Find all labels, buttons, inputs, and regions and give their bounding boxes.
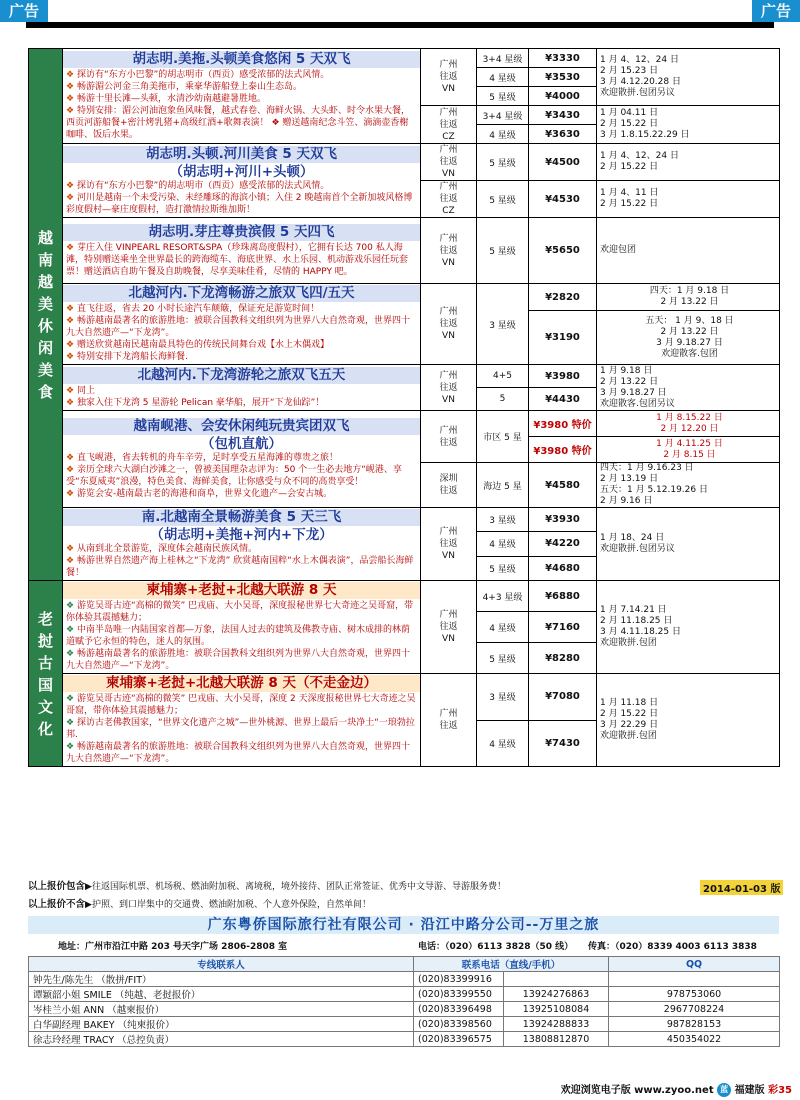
route-bullet: ❖ 畅游越南最著名的旅游胜地：被联合国教科文组织列为世界八大自然奇观，世界四十九大自然遗产—“下龙湾”。 <box>66 315 417 339</box>
route-row <box>29 411 780 437</box>
departure-line: CZ <box>442 206 455 216</box>
hotel-star: 3 星级 <box>477 508 529 532</box>
date-line: 2 月 12.20 日 <box>660 423 719 434</box>
route-bullet: ❖ 独家入住下龙湾 5 星游轮 Pelican 豪华船，展开“下龙仙踪”！ <box>66 397 417 409</box>
price: ¥7160 <box>529 612 597 643</box>
price: ¥4430 <box>529 388 597 411</box>
route-title: 胡志明.美拖.头顿美食悠闲 5 天双飞 <box>63 51 420 68</box>
price: ¥3430 <box>529 106 597 125</box>
route-title: 胡志明.芽庄尊贵滨假 5 天四飞 <box>63 224 420 241</box>
route-desc <box>63 284 421 365</box>
footer <box>561 1081 792 1097</box>
date-line: 1 月 9.18 日 <box>600 365 653 376</box>
date-line: 2 月 15.22 日 <box>600 709 659 719</box>
date-line: 欢迎散拼.包团另议 <box>600 544 675 554</box>
hotel-star: 4+5 <box>477 365 529 388</box>
price-notes: 以上报价包含▶往返国际机票、机场税、燃油附加税、离境税，境外接待、团队正常签证、优秀中文导游、导游服务费！ 以上报价不含▶护照、到口岸集中的交通费、燃油附加税、个人意外保险，自然单间！ <box>28 881 506 910</box>
route-bullet: ❖ 直飞往返，省去 20 小时长途汽车颠簸，保证充足游览时间！ <box>66 303 417 315</box>
contact-cell: 13924276863 <box>504 987 609 1002</box>
contact-row <box>29 972 780 987</box>
route-bullet: ❖ 芽庄入住 VINPEARL RESORT&SPA（珍珠离岛度假村），它拥有长达 700 私人海滩，特别赠送乘坐全世界最长的跨海缆车、海底世界、水上乐园、机动游戏乐园任玩套票！赠送酒店自助午餐及自助晚餐，尽享美味佳肴，尽情的 HAPPY 吧。 <box>66 242 417 278</box>
date-line: 1 月 04.11 日 <box>600 108 659 118</box>
departure-dates <box>597 218 780 284</box>
departure <box>421 144 477 181</box>
date-line: 2 月 13.19 日 <box>600 474 659 484</box>
route-desc <box>63 365 421 411</box>
departure-line: 深圳 <box>439 474 458 484</box>
date-line: 2 月 13.22 日 <box>660 326 719 337</box>
departure-line: VN <box>442 257 455 268</box>
hotel-star: 5 星级 <box>477 556 529 580</box>
contact-cell: (020)83396498 <box>414 1002 504 1017</box>
date-line: 1 月 4.11.25 日 <box>656 438 723 449</box>
date-line: 3 月 9.18.27 日 <box>600 387 667 398</box>
departure-dates <box>597 437 780 463</box>
date-line: 2 月 9.16 日 <box>600 496 653 506</box>
price: ¥4000 <box>529 87 597 106</box>
date-line: 2 月 11.18.25 日 <box>600 616 673 626</box>
departure-line: 广州 <box>439 60 458 70</box>
contact-cell <box>609 972 780 987</box>
departure-dates <box>597 311 780 365</box>
departure-line: VN <box>442 551 455 561</box>
hotel-star: 4 星级 <box>477 125 529 144</box>
date-line: 3 月 22.29 日 <box>600 720 659 730</box>
departure-line: 广州 <box>439 233 458 244</box>
departure-line: 往返 <box>439 382 458 393</box>
departure-dates <box>597 181 780 218</box>
date-line: 五天：1 月 5.12.19.26 日 <box>600 485 708 495</box>
departure <box>421 218 477 284</box>
date-line: 欢迎散客.包团 <box>661 348 718 359</box>
route-desc <box>63 674 421 767</box>
departure <box>421 463 477 508</box>
section-label <box>29 49 63 581</box>
address: 地址：广州市沿江中路 203 号天字广场 2806-2808 室 <box>58 942 288 952</box>
departure-line: 广州 <box>439 307 458 317</box>
departure-dates <box>597 365 780 411</box>
section-char: 南 <box>37 250 53 269</box>
date-line: 1 月 11.18 日 <box>600 698 659 708</box>
hotel-star: 海边 5 星 <box>477 463 529 508</box>
date-line: 1 月 4、12、24 日 <box>600 151 679 161</box>
hotel-star: 5 星级 <box>477 181 529 218</box>
route-row <box>29 218 780 284</box>
hotel-star: 4 星级 <box>477 532 529 556</box>
route-desc <box>63 508 421 581</box>
date-line: 2 月 15.22 日 <box>600 162 659 172</box>
route-table <box>28 48 780 767</box>
departure-line: VN <box>442 634 455 644</box>
price: ¥3190 <box>529 311 597 365</box>
route-row <box>29 581 780 612</box>
route-bullet: ❖ 赠送欣赏越南民越南最具特色的传统民间舞台戏【水上木偶戏】 <box>66 339 417 351</box>
price: ¥4680 <box>529 556 597 580</box>
hotel-star: 5 星级 <box>477 144 529 181</box>
contact-cell: 978753060 <box>609 987 780 1002</box>
hotel-star: 3 星级 <box>477 284 529 365</box>
fax: 传真：（020）8339 4003 6113 3838 <box>588 942 757 952</box>
route-row <box>29 144 780 181</box>
section-char: 美 <box>37 294 53 313</box>
route-title: 柬埔寨+老挝+北越大联游 8 天（不走金边） <box>63 675 420 692</box>
contact-header-phone: 联系电话（直线/手机） <box>414 957 609 972</box>
ad-label-right: 广告 <box>752 0 800 22</box>
price: ¥3980 特价 <box>529 411 597 437</box>
contact-cell: (020)83399550 <box>414 987 504 1002</box>
departure-line: 广州 <box>439 107 458 118</box>
contact-row <box>29 1017 780 1032</box>
route-bullet: ❖ 中南半岛唯一内陆国家首都—万象，法国人过去的建筑及佛教寺庙、树木成排的林荫道赋予它永恒的特色，迷人的氛围。 <box>66 624 417 648</box>
section-char: 挝 <box>37 631 53 650</box>
price: ¥8280 <box>529 643 597 674</box>
departure-line: 广州 <box>439 709 458 719</box>
hotel-star: 3+4 星级 <box>477 106 529 125</box>
route-desc <box>63 218 421 284</box>
route-row <box>29 284 780 311</box>
departure-dates <box>597 106 780 144</box>
section-char: 越 <box>37 272 53 291</box>
route-bullet: ❖ 直飞岘港，省去转机的舟车辛劳，足时享受五星海滩的尊贵之旅！ <box>66 452 417 464</box>
route-bullet: ❖ 探访有“东方小巴黎”的胡志明市（西贡）感受浓郁的法式风情。 <box>66 180 417 192</box>
departure-line: VN <box>442 169 455 179</box>
include-text: 往返国际机票、机场税、燃油附加税、离境税，境外接待、团队正常签证、优秀中文导游、导游服务费！ <box>91 882 506 892</box>
departure-line: VN <box>442 331 455 341</box>
contact-cell <box>504 972 609 987</box>
departure-dates <box>597 581 780 674</box>
route-desc <box>63 49 421 144</box>
contact-cell: 2967708224 <box>609 1002 780 1017</box>
contact-row <box>29 1032 780 1047</box>
departure-line: 往返 <box>439 721 458 731</box>
price: ¥7080 <box>529 674 597 721</box>
departure <box>421 674 477 767</box>
section-char: 美 <box>37 360 53 379</box>
route-bullet: ❖ 探访有“东方小巴黎”的胡志明市（西贡）感受浓郁的法式风情。 <box>66 69 417 81</box>
route-title: 南.北越南全景畅游美食 5 天三飞 <box>63 509 420 526</box>
section-char: 国 <box>37 675 53 694</box>
departure-line: 往返 <box>439 194 458 204</box>
price: ¥5650 <box>529 218 597 284</box>
hotel-star: 4+3 星级 <box>477 581 529 612</box>
route-title: 越南岘港、会安休闲纯玩贵宾团双飞 <box>63 418 420 435</box>
price: ¥4530 <box>529 181 597 218</box>
date-line: 3 月 1.8.15.22.29 日 <box>600 130 690 140</box>
exclude-text: 护照、到口岸集中的交通费、燃油附加税、个人意外保险，自然单间！ <box>91 900 371 910</box>
hotel-star: 5 星级 <box>477 643 529 674</box>
brand-icon: 蓝 <box>717 1083 731 1097</box>
departure-dates <box>597 49 780 106</box>
include-label: 以上报价包含 <box>28 881 86 892</box>
route-bullet: ❖ 畅游越南最著名的旅游胜地：被联合国教科文组织列为世界八大自然奇观，世界四十九大自然遗产—“下龙湾”。 <box>66 648 417 672</box>
date-line: 1 月 7.14.21 日 <box>600 605 667 615</box>
route-title: 胡志明.头顿.河川美食 5 天双飞 <box>63 146 420 163</box>
contact-cell: 谭颖韶小姐 SMILE （纯越、老挝报价） <box>29 987 414 1002</box>
route-title: 柬埔寨+老挝+北越大联游 8 天 <box>63 582 420 599</box>
route-bullet: ❖ 畅游湄公河金三角美拖市，乘豪华游船登上泰山生态岛。 <box>66 81 417 93</box>
section-char: 老 <box>37 609 53 628</box>
price: ¥3980 <box>529 365 597 388</box>
price: ¥3930 <box>529 508 597 532</box>
departure-line: 往返 <box>439 437 458 448</box>
date-line: 2 月 15.23 日 <box>600 66 659 76</box>
departure-dates <box>597 674 780 767</box>
contact-table <box>28 956 780 1047</box>
departure-dates <box>597 463 780 508</box>
contact-cell: 13924288833 <box>504 1017 609 1032</box>
route-bullet: ❖ 探访古老佛教国家，“世界文化遗产之城”—世外桃源、世界上最后一块净土“一琅勃拉邦. <box>66 717 417 741</box>
date-line: 3 月 9.18.27 日 <box>656 337 723 348</box>
route-subtitle: （胡志明+美拖+河内+下龙） <box>150 527 333 543</box>
contact-cell: 徐志玲经理 TRACY （总控负责） <box>29 1032 414 1047</box>
phone: 电话：（020）6113 3828（50 线） <box>418 942 574 952</box>
date-line: 欢迎散拼.包团另议 <box>600 88 675 98</box>
footer-text[interactable]: 欢迎浏览电子版 www.zyoo.net <box>560 1085 714 1096</box>
price: ¥3530 <box>529 68 597 87</box>
date-line: 3 月 4.12.20.28 日 <box>600 77 681 87</box>
departure-line: 往返 <box>439 539 458 549</box>
hotel-star: 市区 5 星 <box>477 411 529 463</box>
route-bullet: ❖ 游览会安-越南最古老的海港和商阜，世界文化遗产—会安古城。 <box>66 488 417 500</box>
hotel-star: 4 星级 <box>477 612 529 643</box>
date-line: 2 月 15.22 日 <box>600 119 659 129</box>
departure <box>421 581 477 674</box>
departure-line: 往返 <box>439 319 458 329</box>
hotel-star: 4 星级 <box>477 68 529 87</box>
route-bullet: ❖ 游览吴哥古迹“高棉的微笑” 巴戎庙、大小吴哥，深度报秘世界七大奇迹之吴哥窟，带你体验其震撼魅力； <box>66 600 417 624</box>
departure-dates <box>597 144 780 181</box>
date-line: 五天： 1 月 9、18 日 <box>645 315 734 326</box>
contact-cell: 白华副经理 BAKEY （纯柬报价） <box>29 1017 414 1032</box>
route-row <box>29 365 780 388</box>
contact-cell: 987828153 <box>609 1017 780 1032</box>
price: ¥3630 <box>529 125 597 144</box>
contact-cell: 岑桂兰小姐 ANN （越柬报价） <box>29 1002 414 1017</box>
contact-cell: 13925108084 <box>504 1002 609 1017</box>
hotel-star: 5 <box>477 388 529 411</box>
route-bullet: ❖ 游览吴哥古迹“高棉的微笑” 巴戎庙、大小吴哥，深度 2 天深度报秘世界七大奇迹之吴哥窟，带你体验其震撼魅力； <box>66 693 417 717</box>
departure-line: 广州 <box>439 145 458 155</box>
departure <box>421 411 477 463</box>
route-bullet: ❖ 特别安排：湄公河油泡象鱼风味餐，越式春卷、海鲜火锅、大头虾、时令水果大餐，西贡河游船餐+密汁烤乳猪+高级红酒+歌舞表演！ ❖ 赠送越南纪念斗笠、滴滴壶香榭咖啡、饭后水果。 <box>66 105 417 141</box>
departure <box>421 181 477 218</box>
section-char: 休 <box>37 316 53 335</box>
edition: 福建版 <box>734 1085 765 1096</box>
section-char: 食 <box>37 382 53 401</box>
section-char: 化 <box>37 719 53 738</box>
contact-header-qq: QQ <box>609 957 780 972</box>
date-line: 1 月 4、11 日 <box>600 188 659 198</box>
contact-row <box>29 1002 780 1017</box>
hotel-star: 3 星级 <box>477 674 529 721</box>
date-line: 1 月 4、12、24 日 <box>600 55 679 65</box>
price: ¥3330 <box>529 49 597 68</box>
route-bullet: ❖ 河川是越南一个未受污染、未经雕琢的海滨小镇；入住 2 晚越南首个全新加坡风格博彩度假村—豪庄度假村，造打激情拉斯维加斯！ <box>66 192 417 216</box>
route-bullet: ❖ 特别安排下龙湾船长海鲜餐. <box>66 351 417 363</box>
departure-line: 往返 <box>439 157 458 167</box>
route-title: 北越河内.下龙湾游轮之旅双飞五天 <box>63 367 420 384</box>
date-line: 欢迎散客.包团另议 <box>600 398 675 409</box>
date-line: 欢迎散拼.包团 <box>600 638 657 648</box>
price: ¥3980 特价 <box>529 437 597 463</box>
date-line: 2 月 15.22 日 <box>600 199 659 209</box>
departure-dates <box>597 508 780 581</box>
departure-line: 广州 <box>439 527 458 537</box>
departure-line: VN <box>442 84 455 94</box>
ad-label-left: 广告 <box>0 0 48 22</box>
version-badge: 2014-01-03 版 <box>700 880 783 895</box>
date-line: 2 月 13.22 日 <box>660 297 719 308</box>
contact-cell: 450354022 <box>609 1032 780 1047</box>
hotel-star: 5 星级 <box>477 87 529 106</box>
section-char: 闲 <box>37 338 53 357</box>
departure-line: VN <box>442 394 455 405</box>
route-row <box>29 508 780 532</box>
route-bullet: ❖ 从南到北全景游览，深度体会越南民族风情。 <box>66 543 417 555</box>
hotel-star: 3+4 星级 <box>477 49 529 68</box>
departure-line: 广州 <box>439 425 458 436</box>
date-line: 3 月 4.11.18.25 日 <box>600 627 681 637</box>
departure-line: 往返 <box>439 72 458 82</box>
route-bullet: ❖ 同上 <box>66 385 417 397</box>
company-name: 广东粤侨国际旅行社有限公司 · 沿江中路分公司--万里之旅 <box>28 916 779 934</box>
price: ¥6880 <box>529 581 597 612</box>
section-label <box>29 581 63 767</box>
date-line: 欢迎包团 <box>600 245 637 255</box>
departure <box>421 365 477 411</box>
hotel-star: 5 星级 <box>477 218 529 284</box>
route-title: 北越河内.下龙湾畅游之旅双飞四/五天 <box>63 285 420 302</box>
departure <box>421 508 477 581</box>
departure-line: 往返 <box>439 245 458 256</box>
contact-row <box>29 987 780 1002</box>
route-bullet: ❖ 畅游十里长滩—头顿，水清沙幼南越避暑胜地。 <box>66 93 417 105</box>
departure-line: 广州 <box>439 610 458 620</box>
departure <box>421 106 477 144</box>
route-subtitle: （胡志明+河川+头顿） <box>169 163 314 180</box>
date-line: 1 月 8.15.22 日 <box>656 412 723 423</box>
contact-cell: 13808812870 <box>504 1032 609 1047</box>
departure-line: 往返 <box>439 119 458 130</box>
route-bullet: ❖ 亲历全球六大湖白沙滩之一，曾被美国理杂志评为：50 个一生必去地方“岘港、享受“东夏威夷”浪漫，特色美食、海鲜美食，让你感受与众不同的高贵享受！ <box>66 464 417 488</box>
route-desc <box>63 411 421 508</box>
departure-dates <box>597 284 780 311</box>
section-char: 文 <box>37 697 53 716</box>
departure-line: CZ <box>442 131 455 142</box>
date-line: 四天：1 月 9.16.23 日 <box>600 463 694 473</box>
section-char: 古 <box>37 653 53 672</box>
page-number: 彩35 <box>768 1085 792 1096</box>
contact-cell: (020)83399916 <box>414 972 504 987</box>
exclude-label: 以上报价不含 <box>28 899 86 910</box>
price: ¥4220 <box>529 532 597 556</box>
contact-header-person: 专线联系人 <box>29 957 414 972</box>
departure-line: 广州 <box>439 370 458 381</box>
departure <box>421 49 477 106</box>
route-desc <box>63 144 421 218</box>
price: ¥2820 <box>529 284 597 311</box>
route-row <box>29 674 780 721</box>
route-bullet: ❖ 畅游世界自然遗产海上桂林之“下龙湾” 欣赏越南国粹“水上木偶表演”，品尝船长海鲜餐！ <box>66 555 417 579</box>
price: ¥4580 <box>529 463 597 508</box>
section-char: 越 <box>37 228 53 247</box>
departure <box>421 284 477 365</box>
date-line: 1 月 18、24 日 <box>600 533 665 543</box>
date-line: 2 月 13.22 日 <box>600 376 659 387</box>
price: ¥7430 <box>529 720 597 767</box>
contact-cell: (020)83396575 <box>414 1032 504 1047</box>
top-divider <box>26 22 774 28</box>
price: ¥4500 <box>529 144 597 181</box>
route-desc <box>63 581 421 674</box>
route-subtitle: （包机直航） <box>201 436 282 452</box>
date-line: 欢迎散拼.包团 <box>600 731 657 741</box>
contact-cell: (020)83398560 <box>414 1017 504 1032</box>
departure-line: 往返 <box>439 486 458 496</box>
date-line: 2 月 8.15 日 <box>663 449 716 460</box>
date-line: 四天：1 月 9.18 日 <box>649 286 730 297</box>
route-bullet: ❖ 畅游越南最著名的旅游胜地：被联合国教科文组织列为世界八大自然奇观，世界四十九大自然遗产—“下龙湾”。 <box>66 741 417 765</box>
departure-dates <box>597 411 780 437</box>
departure-line: 往返 <box>439 622 458 632</box>
departure-line: 广州 <box>439 182 458 192</box>
route-row <box>29 49 780 68</box>
hotel-star: 4 星级 <box>477 720 529 767</box>
contact-cell: 钟先生/陈先生 （散拼/FIT） <box>29 972 414 987</box>
